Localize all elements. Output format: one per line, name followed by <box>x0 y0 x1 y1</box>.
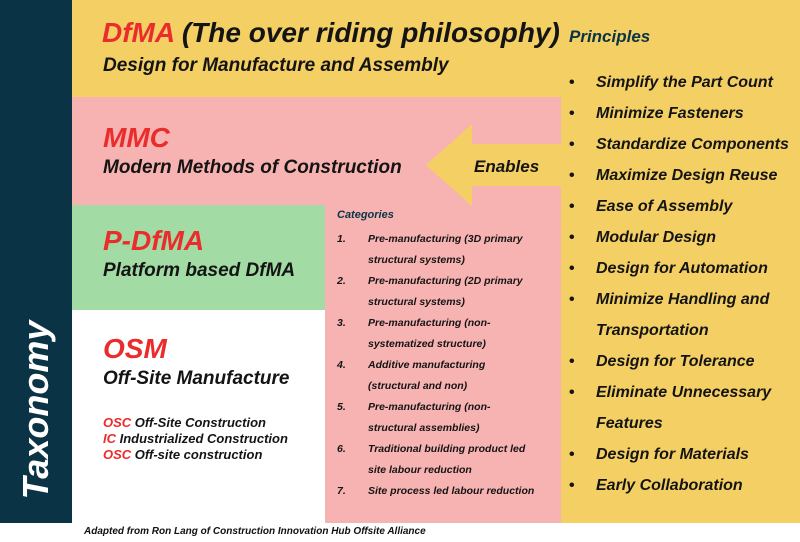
principle-item: • Maximize Design Reuse <box>569 167 778 184</box>
taxonomy-label: Taxonomy <box>15 320 56 500</box>
dfma-title <box>102 17 560 49</box>
osm-subtitle: Off-Site Manufacture <box>103 368 290 389</box>
mmc-title: MMC <box>103 122 170 153</box>
taxonomy-sidebar <box>0 0 72 523</box>
principle-item: • Design for Tolerance <box>569 353 755 370</box>
category-item: 3. Pre-manufacturing (non- systematized structure) <box>337 317 491 350</box>
source-credit: Adapted from Ron Lang of Construction Innovation Hub Offsite Alliance <box>84 526 426 537</box>
category-item: 4. Additive manufacturing (structural and non) <box>337 359 486 392</box>
category-item: 1. Pre-manufacturing (3D primary structural systems) <box>337 233 523 266</box>
principle-item: • Ease of Assembly <box>569 198 733 215</box>
principle-item: • Minimize Fasteners <box>569 105 744 122</box>
principle-item: • Standardize Components <box>569 136 789 153</box>
principle-item: • Design for Automation <box>569 260 768 277</box>
dfma-subtitle: Design for Manufacture and Assembly <box>103 55 449 76</box>
enables-label: Enables <box>474 157 540 176</box>
osm-related-terms <box>103 415 288 463</box>
category-item: 6. Traditional building product led site labour reduction <box>337 443 526 476</box>
principle-item: • Design for Materials <box>569 446 749 463</box>
categories-title: Categories <box>337 209 394 221</box>
related-term: OSC Off-Site Construction <box>103 415 266 430</box>
related-term: IC Industrialized Construction <box>103 431 288 446</box>
pdfma-box <box>72 205 325 310</box>
principle-item: • Eliminate Unnecessary Features <box>569 384 772 432</box>
principle-item: • Early Collaboration <box>569 477 743 494</box>
dfma-title-rest: (The over riding philosophy) <box>174 17 560 48</box>
pdfma-title: P-DfMA <box>103 225 205 256</box>
pdfma-subtitle: Platform based DfMA <box>103 260 296 281</box>
footer <box>0 523 800 542</box>
osm-title: OSM <box>103 333 167 364</box>
principle-item: • Modular Design <box>569 229 717 246</box>
principle-item: • Simplify the Part Count <box>569 74 773 91</box>
dfma-abbr: DfMA <box>102 17 175 48</box>
categories-list <box>337 229 561 502</box>
category-item: 7. Site process led labour reduction <box>337 485 535 497</box>
category-item: 2. Pre-manufacturing (2D primary structural systems) <box>337 275 523 308</box>
mmc-subtitle: Modern Methods of Construction <box>103 157 402 178</box>
principle-item: • Minimize Handling and Transportation <box>569 291 770 339</box>
principles-title: Principles <box>569 27 651 46</box>
principles-list <box>569 67 800 501</box>
related-term: OSC Off-site construction <box>103 447 263 462</box>
category-item: 5. Pre-manufacturing (non- structural assemblies) <box>337 401 491 434</box>
